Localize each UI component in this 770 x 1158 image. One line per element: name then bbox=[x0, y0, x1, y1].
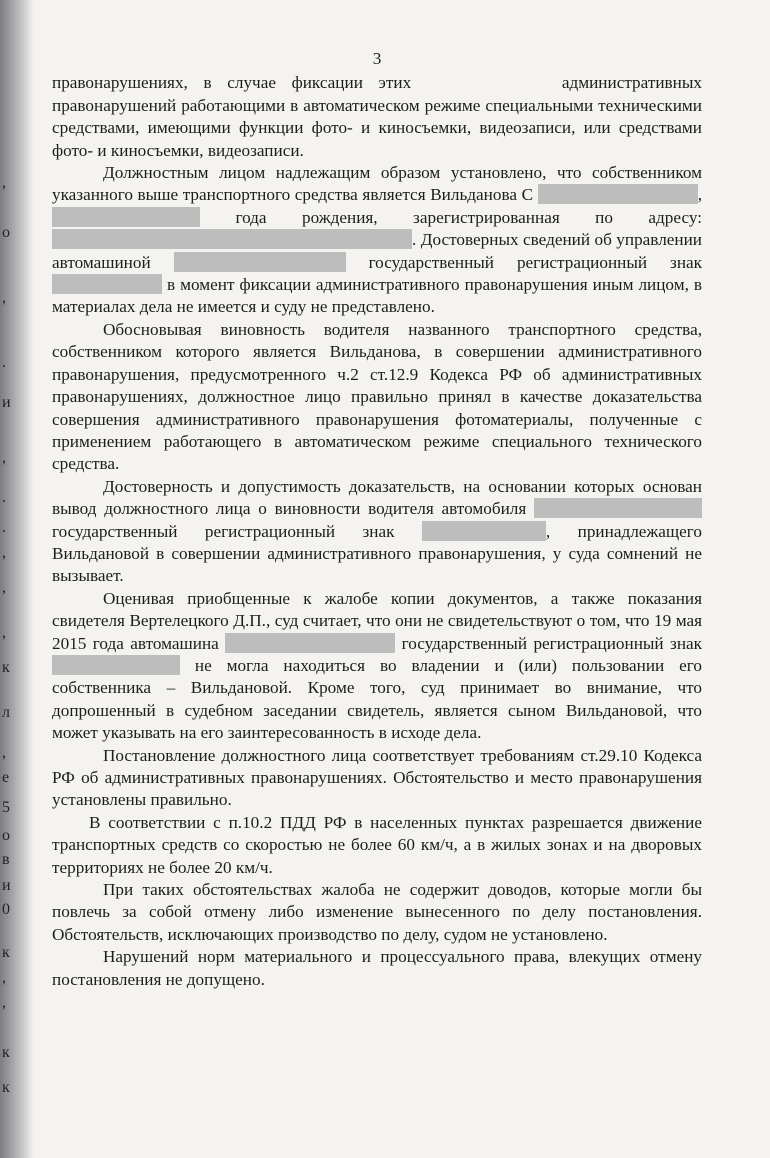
redacted-vehicle bbox=[534, 498, 702, 518]
edge-mark: , bbox=[2, 579, 6, 596]
text-segment: в момент фиксации административного правонарушения иным лицом, в материалах дела не имеется и суду не представлено. bbox=[52, 275, 703, 317]
paragraph-traffic-rules bbox=[52, 812, 702, 879]
edge-mark: к bbox=[2, 659, 10, 676]
redacted-address bbox=[52, 229, 412, 249]
redacted-vehicle bbox=[225, 633, 395, 653]
text-segment: Достоверность и допустимость доказательств, на основании которых основан вывод должностного лица о виновности водителя автомобиля bbox=[52, 476, 702, 519]
text-segment: , принадлежащего Вильдановой в совершении административного правонарушения, у суда сомнений не вызывает. bbox=[52, 521, 702, 586]
redacted-plate bbox=[422, 521, 546, 541]
edge-mark: , bbox=[2, 624, 6, 641]
edge-mark: к bbox=[2, 1079, 10, 1096]
edge-mark: 5 bbox=[2, 799, 10, 816]
text-segment: При таких обстоятельствах жалоба не содержит доводов, которые могли бы повлечь за собой отмену либо изменение вынесенного по делу постановления. Обстоятельств, исключающих производство по делу, судом не установлено. bbox=[52, 880, 702, 944]
text-segment: государственный регистрационный знак bbox=[401, 633, 703, 653]
edge-mark: , bbox=[2, 544, 6, 561]
edge-mark: к bbox=[2, 1044, 10, 1061]
text-segment: года рождения, зарегистрированная по адресу: bbox=[235, 207, 702, 227]
edge-mark: и bbox=[2, 877, 11, 894]
edge-marks bbox=[2, 0, 16, 1158]
edge-mark: . bbox=[2, 354, 6, 371]
edge-mark: , bbox=[2, 289, 6, 306]
text-segment: Обосновывая виновность водителя названного транспортного средства, собственником которого является Вильданова, в совершении административного правонарушения, предусмотренного ч.2 ст.12.9 Кодекса РФ об административных правонарушениях, должностное лицо правильно принял в качестве доказательства совершения административного правонарушения фотоматериалы, полученные с применением работающего в автоматическом режиме специального технического средства. bbox=[52, 319, 702, 474]
edge-mark: . bbox=[2, 519, 6, 536]
paragraph-violations bbox=[52, 946, 702, 991]
redacted-birthdate bbox=[52, 207, 200, 227]
text-segment: . Достоверных сведений об управлении автомашиной bbox=[52, 230, 702, 272]
edge-mark: , bbox=[2, 449, 6, 466]
text-segment: В соответствии с п.10.2 ПДД РФ в населенных пунктах разрешается движение транспортных средств со скоростью не более 60 км/ч, а в жилых зонах и на дворовых территориях не более 20 км/ч. bbox=[52, 812, 702, 877]
edge-mark: , bbox=[2, 174, 6, 191]
text-segment: не могла находиться во владении и (или) пользовании его собственника – Вильдановой. Кроме того, суд принимает во внимание, что допрошенный в судебном заседании свидетель, является сыном Вильдановой, что может указывать на его заинтересованность в исходе дела. bbox=[52, 655, 702, 743]
paragraph-complaint bbox=[52, 879, 702, 946]
paragraph-evidence bbox=[52, 476, 702, 588]
edge-mark: в bbox=[2, 851, 10, 868]
edge-mark: и bbox=[2, 394, 11, 411]
text-segment: Должностным лицом надлежащим образом установлено, что собственником указанного выше транспортного средства является Вильданова С bbox=[52, 163, 702, 205]
edge-mark: о bbox=[2, 827, 10, 844]
edge-mark: . bbox=[2, 489, 6, 506]
page-number: 3 bbox=[372, 49, 382, 68]
paragraph-ruling bbox=[52, 745, 702, 812]
edge-mark: е bbox=[2, 769, 10, 786]
text-segment: правонарушениях, в случае фиксации этих bbox=[52, 73, 412, 93]
paragraph-witness bbox=[52, 588, 702, 745]
edge-mark: , bbox=[2, 969, 6, 986]
document-page bbox=[52, 48, 702, 991]
text-segment: административных правонарушений работающими в автоматическом режиме специальными техническими средствами, имеющими функции фото- и киносъемки, видеозаписи, или средствами фото- и киносъемки, видеозаписи. bbox=[52, 73, 702, 160]
edge-mark: , bbox=[2, 744, 6, 761]
text-segment: , bbox=[697, 185, 702, 205]
redacted-plate bbox=[52, 274, 162, 294]
redacted-name bbox=[538, 184, 698, 204]
text-segment: Постановление должностного лица соответствует требованиям ст.29.10 Кодекса РФ об административных правонарушениях. Обстоятельство и место правонарушения установлены правильно. bbox=[52, 745, 702, 810]
text-segment: государственный регистрационный знак bbox=[52, 521, 395, 541]
edge-mark: , bbox=[2, 994, 6, 1011]
edge-mark: о bbox=[2, 224, 10, 241]
text-segment: Оценивая приобщенные к жалобе копии документов, а также показания свидетеля Вертелецкого Д.П., суд считает, что они не свидетельствуют о том, что 19 мая 2015 года автомашина bbox=[52, 588, 702, 653]
text-segment: Нарушений норм материального и процессуального права, влекущих отмену постановления не допущено. bbox=[52, 947, 702, 989]
paragraph-owner bbox=[52, 162, 702, 319]
edge-mark: к bbox=[2, 944, 10, 961]
text-segment: государственный регистрационный знак bbox=[368, 252, 703, 272]
redacted-plate bbox=[52, 655, 180, 675]
redacted-vehicle bbox=[174, 252, 346, 272]
paragraph-guilt bbox=[52, 319, 702, 476]
paragraph-continuation bbox=[52, 72, 702, 162]
edge-mark: л bbox=[2, 704, 10, 721]
edge-mark: 0 bbox=[2, 901, 10, 918]
